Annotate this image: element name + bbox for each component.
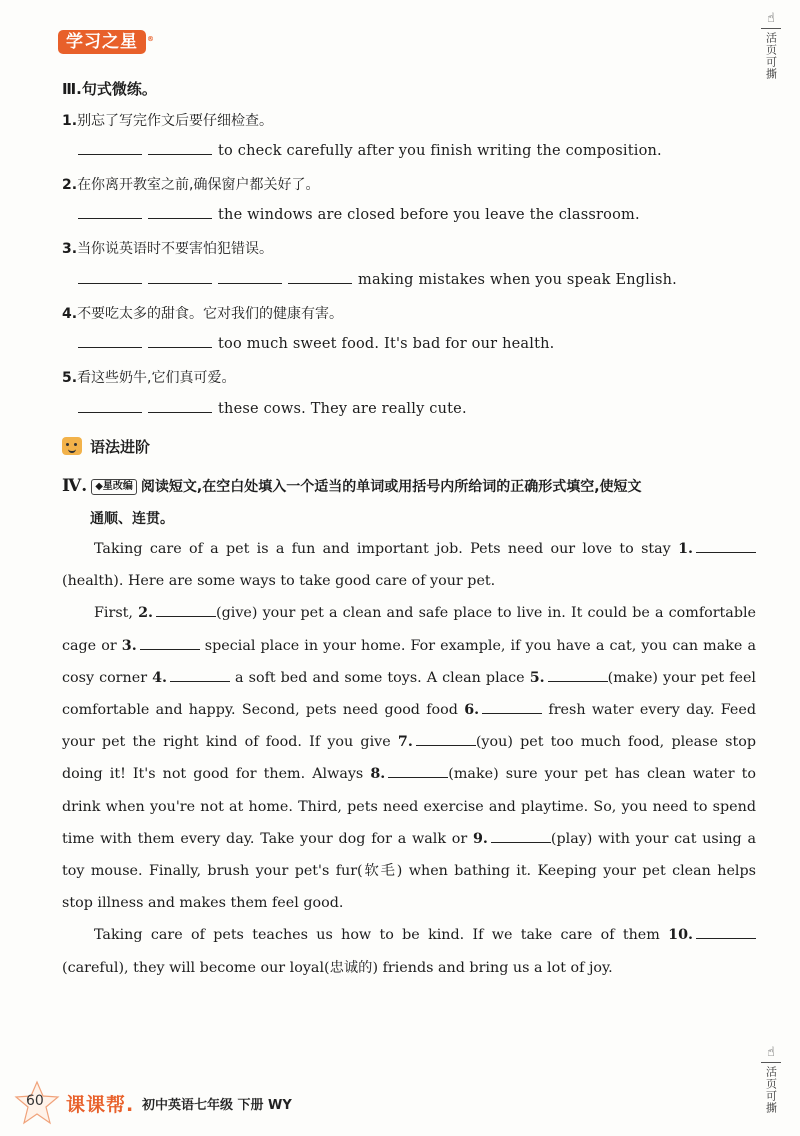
blank-number: 10.	[668, 927, 693, 944]
question-prompt: 当你说英语时不要害怕犯错误。	[77, 241, 274, 257]
question-number: 5.	[62, 370, 78, 386]
blank[interactable]	[416, 731, 476, 746]
blank-number: 8.	[370, 766, 386, 783]
adapted-tag: ◆星改编	[91, 479, 137, 495]
passage	[62, 533, 756, 984]
tear-off-tab-top	[756, 12, 786, 80]
passage-paragraph-1	[62, 533, 756, 597]
answer-tail: the windows are closed before you leave the classroom.	[218, 207, 640, 223]
text: (health). Here are some ways to take good care of your pet.	[62, 573, 496, 590]
footer-brand: 课课帮.	[66, 1094, 135, 1116]
question-number: 1.	[62, 113, 78, 129]
answer-line-1	[78, 140, 662, 159]
logo-text: 学习之星	[66, 32, 138, 52]
blank-number: 6.	[464, 702, 480, 719]
instruction-text: 阅读短文,在空白处填入一个适当的单词或用括号内所给词的正确形式填空,使短文	[140, 479, 642, 495]
section-4-instruction	[62, 470, 752, 535]
tab-divider	[761, 28, 781, 29]
tear-off-tab-bottom	[756, 1046, 786, 1114]
grammar-section-header	[62, 433, 150, 459]
blank[interactable]	[148, 204, 212, 219]
hand-icon: ☝	[767, 11, 775, 26]
answer-tail: too much sweet food. It's bad for our health.	[218, 336, 555, 352]
blank-number: 1.	[678, 541, 693, 557]
section-3-title: Ⅲ.句式微练。	[62, 80, 157, 98]
page-number: 60	[26, 1093, 44, 1109]
question-number: 3.	[62, 241, 78, 257]
blank[interactable]	[78, 204, 142, 219]
question-2	[62, 174, 320, 194]
question-5	[62, 367, 236, 387]
question-1	[62, 110, 273, 130]
blank-number: 2.	[138, 605, 154, 622]
text: special place in your home. For example, if you have a cat, you can make a cosy corner	[62, 637, 756, 686]
question-number: 2.	[62, 177, 78, 193]
question-prompt: 看这些奶牛,它们真可爱。	[77, 370, 236, 386]
passage-paragraph-2	[62, 597, 756, 919]
text: (you) pet too much food, please stop doing it! It's not good for them. Always	[62, 734, 756, 783]
answer-line-4	[78, 333, 554, 352]
grammar-title: 语法进阶	[90, 437, 151, 456]
text: fresh water every day. Feed your pet the right kind of food. If you give	[62, 702, 756, 751]
answer-tail: these cows. They are really cute.	[218, 401, 467, 417]
blank-number: 7.	[397, 734, 413, 751]
answer-line-5	[78, 398, 467, 417]
blank[interactable]	[148, 398, 212, 413]
blank-number: 3.	[121, 637, 137, 654]
brand-logo	[58, 30, 155, 54]
question-prompt: 别忘了写完作文后要仔细检查。	[77, 113, 274, 129]
blank[interactable]	[491, 828, 551, 843]
hand-icon: ☝	[767, 1045, 775, 1060]
text: First,	[94, 605, 139, 622]
answer-line-2	[78, 204, 640, 223]
blank[interactable]	[548, 667, 608, 682]
answer-tail: making mistakes when you speak English.	[358, 272, 677, 288]
blank[interactable]	[696, 538, 756, 553]
blank[interactable]	[78, 269, 142, 284]
answer-line-3	[78, 269, 677, 288]
blank[interactable]	[288, 269, 352, 284]
text: a soft bed and some toys. A clean place	[230, 669, 530, 686]
question-prompt: 不要吃太多的甜食。它对我们的健康有害。	[77, 306, 344, 322]
text: (play) with your cat using a toy mouse. Finally, brush your pet's fur(软毛) when bathing it. Keeping your pet clean helps stop illness and makes them feel good.	[62, 830, 756, 912]
blank[interactable]	[482, 699, 542, 714]
blank[interactable]	[78, 333, 142, 348]
tear-off-label: 活页可撕	[764, 32, 778, 80]
footer-book-title: 初中英语七年级 下册 WY	[142, 1098, 292, 1113]
question-4	[62, 303, 343, 323]
registered-mark: ®	[147, 35, 155, 43]
text: (make) sure your pet has clean water to drink when you're not at home. Third, pets need exercise and playtime. So, you need to spend time with them every day. Take your dog for a walk or	[62, 766, 757, 847]
tear-off-label: 活页可撕	[764, 1066, 778, 1114]
instruction-text-cont: 通顺、连贯。	[90, 511, 174, 527]
blank[interactable]	[148, 269, 212, 284]
question-number: 4.	[62, 306, 78, 322]
blank[interactable]	[388, 763, 448, 778]
blank[interactable]	[78, 398, 142, 413]
blank[interactable]	[170, 667, 230, 682]
blank[interactable]	[78, 140, 142, 155]
blank-number: 4.	[152, 669, 168, 686]
blank[interactable]	[148, 140, 212, 155]
section-4-number: Ⅳ.	[62, 476, 88, 496]
text: (give) your pet a clean and safe place to live in. It could be a comfortable cage or	[62, 605, 757, 654]
face-icon	[62, 437, 82, 455]
question-prompt: 在你离开教室之前,确保窗户都关好了。	[77, 177, 320, 193]
text: (make) your pet feel comfortable and happy. Second, pets need good food	[62, 669, 757, 719]
blank-number: 9.	[472, 830, 488, 847]
blank[interactable]	[156, 602, 216, 617]
text: Taking care of pets teaches us how to be kind. If we take care of them	[94, 927, 669, 944]
question-3	[62, 238, 273, 258]
answer-tail: to check carefully after you finish writing the composition.	[218, 143, 662, 159]
passage-paragraph-3	[62, 919, 756, 983]
text: Taking care of a pet is a fun and important job. Pets need our love to stay	[94, 541, 679, 557]
blank[interactable]	[140, 635, 200, 650]
blank[interactable]	[148, 333, 212, 348]
tab-divider	[761, 1062, 781, 1063]
blank-number: 5.	[529, 669, 545, 686]
blank[interactable]	[218, 269, 282, 284]
text: (careful), they will become our loyal(忠诚的) friends and bring us a lot of joy.	[62, 959, 613, 976]
blank[interactable]	[696, 924, 756, 939]
